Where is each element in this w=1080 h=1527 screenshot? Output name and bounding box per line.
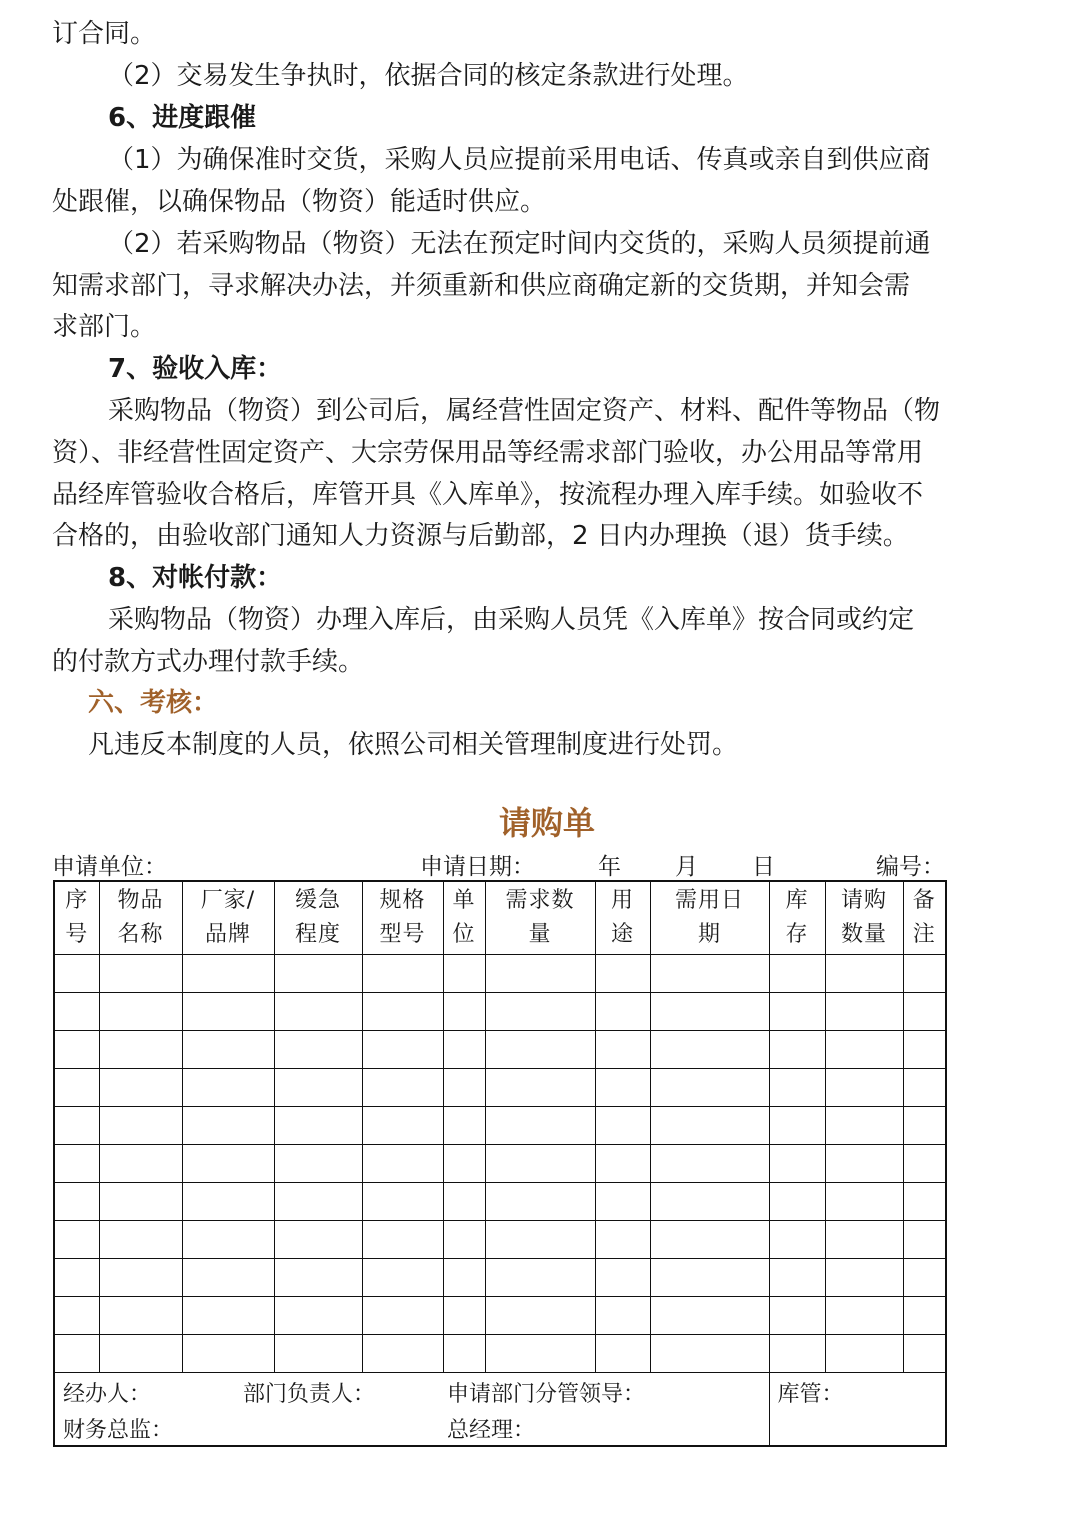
table-cell[interactable] — [769, 1259, 825, 1297]
paragraph-line: 订合同。 — [52, 19, 157, 49]
table-row — [54, 1069, 946, 1107]
table-cell[interactable] — [443, 993, 485, 1031]
table-row — [54, 1335, 946, 1373]
table-cell[interactable] — [769, 993, 825, 1031]
section-heading-8: 8、对帐付款： — [108, 563, 283, 593]
table-cell[interactable] — [485, 1221, 595, 1259]
table-cell[interactable] — [903, 993, 946, 1031]
table-row — [54, 955, 946, 993]
paragraph-line: 处跟催，以确保物品（物资）能适时供应。 — [52, 187, 547, 217]
table-cell[interactable] — [903, 1259, 946, 1297]
table-cell[interactable] — [274, 1297, 362, 1335]
paragraph-line: 采购物品（物资）到公司后，属经营性固定资产、材料、配件等物品（物 — [108, 396, 941, 426]
table-cell[interactable] — [274, 1259, 362, 1297]
table-cell[interactable] — [443, 1145, 485, 1183]
table-cell[interactable] — [485, 1031, 595, 1069]
table-cell[interactable] — [362, 1107, 443, 1145]
table-cell[interactable] — [362, 1031, 443, 1069]
col-header-spec-model: 规格 型号 — [362, 881, 443, 955]
table-cell[interactable] — [825, 1145, 903, 1183]
table-cell[interactable] — [99, 1221, 182, 1259]
table-cell[interactable] — [99, 1031, 182, 1069]
table-cell[interactable] — [99, 1069, 182, 1107]
table-cell[interactable] — [182, 1259, 274, 1297]
table-cell[interactable] — [443, 1183, 485, 1221]
table-row — [54, 1107, 946, 1145]
table-cell[interactable] — [362, 993, 443, 1031]
table-cell[interactable] — [443, 1335, 485, 1373]
table-cell[interactable] — [99, 1335, 182, 1373]
table-cell[interactable] — [182, 1221, 274, 1259]
section-heading-7: 7、验收入库： — [108, 354, 283, 384]
table-cell[interactable] — [485, 1107, 595, 1145]
table-cell[interactable] — [650, 955, 769, 993]
table-cell[interactable] — [903, 1031, 946, 1069]
table-cell[interactable] — [485, 1297, 595, 1335]
table-cell[interactable] — [595, 1335, 650, 1373]
paragraph-line: 合格的，由验收部门通知人力资源与后勤部，2 日内办理换（退）货手续。 — [52, 521, 909, 551]
table-cell[interactable] — [595, 1259, 650, 1297]
table-cell[interactable] — [769, 1183, 825, 1221]
table-cell[interactable] — [903, 1297, 946, 1335]
table-cell[interactable] — [903, 1335, 946, 1373]
table-cell[interactable] — [182, 955, 274, 993]
chapter-heading-assessment: 六、考核： — [88, 688, 219, 718]
table-cell[interactable] — [903, 1069, 946, 1107]
table-cell[interactable] — [54, 993, 99, 1031]
col-header-stock: 库 存 — [769, 881, 825, 955]
table-cell[interactable] — [650, 1259, 769, 1297]
paragraph-line: 的付款方式办理付款手续。 — [52, 647, 365, 677]
paragraph-line: （1）为确保准时交货，采购人员应提前采用电话、传真或亲自到供应商 — [108, 145, 931, 175]
table-cell[interactable] — [274, 1183, 362, 1221]
day-label: 日 — [752, 854, 775, 880]
table-cell[interactable] — [769, 1107, 825, 1145]
table-cell[interactable] — [825, 1183, 903, 1221]
table-cell[interactable] — [362, 1335, 443, 1373]
table-cell[interactable] — [362, 1069, 443, 1107]
table-row — [54, 1183, 946, 1221]
table-cell[interactable] — [274, 1221, 362, 1259]
table-cell[interactable] — [825, 1297, 903, 1335]
applicant-unit-label: 申请单位： — [52, 854, 167, 880]
signature-area-left — [54, 1373, 769, 1447]
dept-leader-signature-label: 申请部门分管领导： — [447, 1382, 646, 1407]
table-cell[interactable] — [595, 1031, 650, 1069]
table-cell[interactable] — [595, 1297, 650, 1335]
requisition-table — [53, 880, 947, 1447]
gm-signature-label: 总经理： — [447, 1418, 536, 1443]
table-cell[interactable] — [182, 1145, 274, 1183]
year-label: 年 — [598, 854, 621, 880]
table-cell[interactable] — [485, 993, 595, 1031]
table-cell[interactable] — [99, 993, 182, 1031]
table-cell[interactable] — [274, 993, 362, 1031]
col-header-remarks: 备 注 — [903, 881, 946, 955]
table-cell[interactable] — [825, 993, 903, 1031]
cfo-signature-label: 财务总监： — [63, 1418, 174, 1443]
table-row — [54, 1259, 946, 1297]
table-cell[interactable] — [595, 1107, 650, 1145]
table-row — [54, 1031, 946, 1069]
table-cell[interactable] — [825, 1107, 903, 1145]
table-cell[interactable] — [485, 1259, 595, 1297]
table-cell[interactable] — [650, 1107, 769, 1145]
section-heading-6: 6、进度跟催 — [108, 103, 257, 133]
table-cell[interactable] — [903, 1107, 946, 1145]
dept-head-signature-label: 部门负责人： — [243, 1382, 376, 1407]
table-cell[interactable] — [182, 993, 274, 1031]
table-cell[interactable] — [54, 1221, 99, 1259]
col-header-purpose: 用 途 — [595, 881, 650, 955]
table-cell[interactable] — [362, 1183, 443, 1221]
table-cell[interactable] — [182, 1031, 274, 1069]
table-cell[interactable] — [443, 955, 485, 993]
table-cell[interactable] — [274, 1107, 362, 1145]
table-cell[interactable] — [443, 1221, 485, 1259]
table-cell[interactable] — [182, 1107, 274, 1145]
paragraph-line: （2）若采购物品（物资）无法在预定时间内交货的，采购人员须提前通 — [108, 229, 931, 259]
table-cell[interactable] — [485, 1335, 595, 1373]
table-cell[interactable] — [362, 955, 443, 993]
table-cell[interactable] — [362, 1145, 443, 1183]
paragraph-line: 资）、非经营性固定资产、大宗劳保用品等经需求部门验收，办公用品等常用 — [52, 438, 924, 468]
paragraph-line: 采购物品（物资）办理入库后，由采购人员凭《入库单》按合同或约定 — [108, 605, 915, 635]
table-cell[interactable] — [825, 1259, 903, 1297]
table-cell[interactable] — [54, 1259, 99, 1297]
table-cell[interactable] — [443, 1297, 485, 1335]
paragraph-line: 求部门。 — [52, 312, 157, 342]
table-cell[interactable] — [99, 1259, 182, 1297]
table-cell[interactable] — [443, 1031, 485, 1069]
table-cell[interactable] — [54, 1107, 99, 1145]
table-cell[interactable] — [650, 1069, 769, 1107]
table-cell[interactable] — [825, 955, 903, 993]
table-cell[interactable] — [274, 1031, 362, 1069]
table-cell[interactable] — [99, 1107, 182, 1145]
col-header-urgency: 缓急 程度 — [274, 881, 362, 955]
table-cell[interactable] — [650, 993, 769, 1031]
table-cell[interactable] — [595, 993, 650, 1031]
table-header-row — [54, 881, 946, 955]
table-cell[interactable] — [769, 1145, 825, 1183]
table-cell[interactable] — [769, 1297, 825, 1335]
table-cell[interactable] — [825, 1069, 903, 1107]
table-row — [54, 1297, 946, 1335]
table-cell[interactable] — [274, 1145, 362, 1183]
table-cell[interactable] — [595, 1221, 650, 1259]
table-cell[interactable] — [595, 1145, 650, 1183]
table-cell[interactable] — [362, 1221, 443, 1259]
table-cell[interactable] — [650, 1221, 769, 1259]
table-cell[interactable] — [54, 1183, 99, 1221]
warehouse-signature-label: 库管： — [777, 1382, 844, 1407]
table-cell[interactable] — [769, 1031, 825, 1069]
table-cell[interactable] — [182, 1183, 274, 1221]
table-cell[interactable] — [903, 1145, 946, 1183]
table-cell[interactable] — [650, 1145, 769, 1183]
form-number-label: 编号： — [876, 854, 945, 880]
table-cell[interactable] — [485, 1069, 595, 1107]
table-cell[interactable] — [54, 1297, 99, 1335]
paragraph-line: 知需求部门，寻求解决办法，并须重新和供应商确定新的交货期，并知会需 — [52, 271, 911, 301]
table-cell[interactable] — [485, 955, 595, 993]
table-cell[interactable] — [362, 1297, 443, 1335]
table-cell[interactable] — [769, 1335, 825, 1373]
col-header-seq: 序 号 — [54, 881, 99, 955]
table-cell[interactable] — [182, 1335, 274, 1373]
table-body — [54, 955, 946, 1373]
table-cell[interactable] — [182, 1297, 274, 1335]
signature-area-right — [769, 1373, 946, 1447]
table-cell[interactable] — [595, 955, 650, 993]
table-cell[interactable] — [903, 1183, 946, 1221]
table-cell[interactable] — [99, 1297, 182, 1335]
table-row — [54, 993, 946, 1031]
table-cell[interactable] — [485, 1145, 595, 1183]
table-cell[interactable] — [650, 1297, 769, 1335]
table-cell[interactable] — [99, 1183, 182, 1221]
application-date-label: 申请日期： — [420, 854, 535, 880]
col-header-item-name: 物品 名称 — [99, 881, 182, 955]
form-title: 请购单 — [498, 804, 595, 842]
col-header-required-date: 需用日 期 — [650, 881, 769, 955]
table-cell[interactable] — [362, 1259, 443, 1297]
month-label: 月 — [675, 854, 698, 880]
table-cell[interactable] — [903, 955, 946, 993]
col-header-required-qty: 需求数 量 — [485, 881, 595, 955]
table-cell[interactable] — [650, 1183, 769, 1221]
table-cell[interactable] — [825, 1221, 903, 1259]
table-cell[interactable] — [274, 1069, 362, 1107]
table-cell[interactable] — [825, 1031, 903, 1069]
paragraph-line: 品经库管验收合格后，库管开具《入库单》，按流程办理入库手续。如验收不 — [52, 480, 924, 510]
table-cell[interactable] — [54, 1069, 99, 1107]
table-cell[interactable] — [54, 1335, 99, 1373]
table-cell[interactable] — [769, 1221, 825, 1259]
table-cell[interactable] — [274, 955, 362, 993]
table-cell[interactable] — [769, 955, 825, 993]
table-cell[interactable] — [595, 1069, 650, 1107]
table-cell[interactable] — [54, 1031, 99, 1069]
col-header-maker-brand: 厂家/ 品牌 — [182, 881, 274, 955]
table-cell[interactable] — [99, 955, 182, 993]
table-cell[interactable] — [650, 1335, 769, 1373]
table-row — [54, 1145, 946, 1183]
signature-row — [54, 1373, 946, 1447]
table-cell[interactable] — [769, 1069, 825, 1107]
handler-signature-label: 经办人： — [63, 1382, 152, 1407]
table-cell[interactable] — [903, 1221, 946, 1259]
table-cell[interactable] — [182, 1069, 274, 1107]
table-cell[interactable] — [274, 1335, 362, 1373]
table-cell[interactable] — [595, 1183, 650, 1221]
table-cell[interactable] — [54, 1145, 99, 1183]
table-cell[interactable] — [443, 1259, 485, 1297]
table-cell[interactable] — [443, 1107, 485, 1145]
table-cell[interactable] — [99, 1145, 182, 1183]
table-cell[interactable] — [485, 1183, 595, 1221]
table-cell[interactable] — [54, 955, 99, 993]
table-cell[interactable] — [443, 1069, 485, 1107]
table-row — [54, 1221, 946, 1259]
col-header-unit: 单 位 — [443, 881, 485, 955]
paragraph-line: 凡违反本制度的人员，依照公司相关管理制度进行处罚。 — [88, 730, 739, 760]
table-cell[interactable] — [825, 1335, 903, 1373]
table-cell[interactable] — [650, 1031, 769, 1069]
col-header-purchase-qty: 请购 数量 — [825, 881, 903, 955]
paragraph-line: （2）交易发生争执时，依据合同的核定条款进行处理。 — [108, 61, 749, 91]
